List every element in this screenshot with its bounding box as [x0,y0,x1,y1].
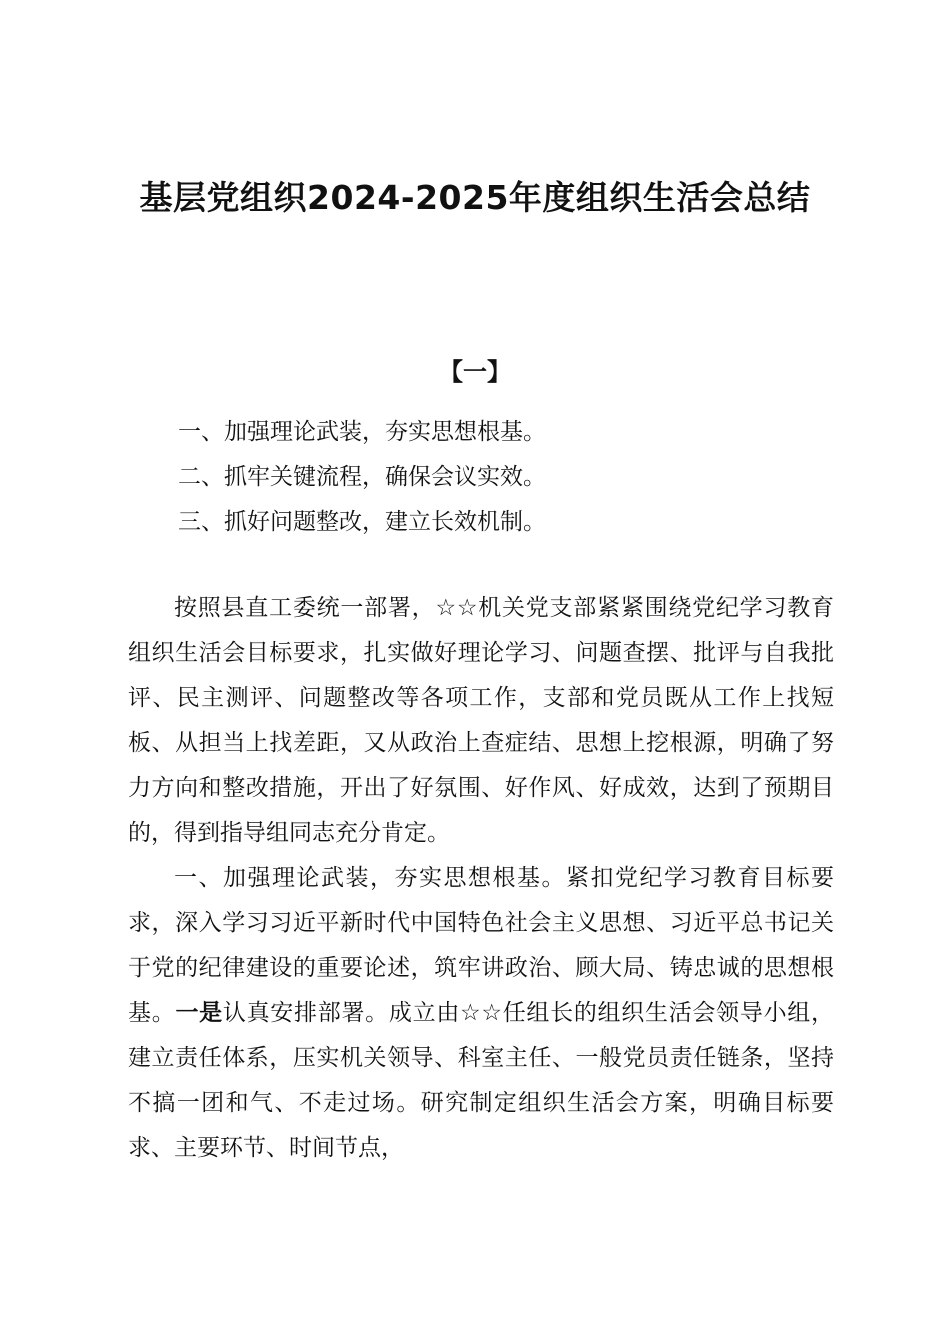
body-text [128,586,834,1171]
outline-item-3: 三、抓好问题整改，建立长效机制。 [178,509,546,535]
outline-item-1: 一、加强理论武装，夯实思想根基。 [178,419,546,445]
paragraph-intro: 按照县直工委统一部署，☆☆机关党支部紧紧围绕党纪学习教育组织生活会目标要求，扎实做好理论学习、问题查摆、批评与自我批评、民主测评、问题整改等各项工作，支部和党员既从工作上找短板、从担当上找差距，又从政治上查症结、思想上挖根源，明确了努力方向和整改措施，开出了好氛围、好作风、好成效，达到了预期目的，得到指导组同志充分肯定。 [128,595,834,846]
paragraph-section-one-text: 一、加强理论武装，夯实思想根基。紧扣党纪学习教育目标要求，深入学习习近平新时代中国特色社会主义思想、习近平总书记关于党的纪律建设的重要论述，筑牢讲政治、顾大局、铸忠诚的思想根基。 [128,865,834,1026]
outline-item-2: 二、抓牢关键流程，确保会议实效。 [178,464,546,490]
bold-lead-yishi: 一是 [175,1000,223,1026]
document-title: 基层党组织2024-2025年度组织生活会总结 [139,178,811,217]
section-heading: 【一】 [439,358,511,386]
outline-list [178,410,828,545]
paragraph-section-one-continued: 认真安排部署。成立由☆☆任组长的组织生活会领导小组，建立责任体系，压实机关领导、科室主任、一般党员责任链条，坚持不搞一团和气、不走过场。研究制定组织生活会方案，明确目标要求、主要环节、时间节点， [128,1000,835,1161]
paragraph-section-one [128,856,834,1171]
